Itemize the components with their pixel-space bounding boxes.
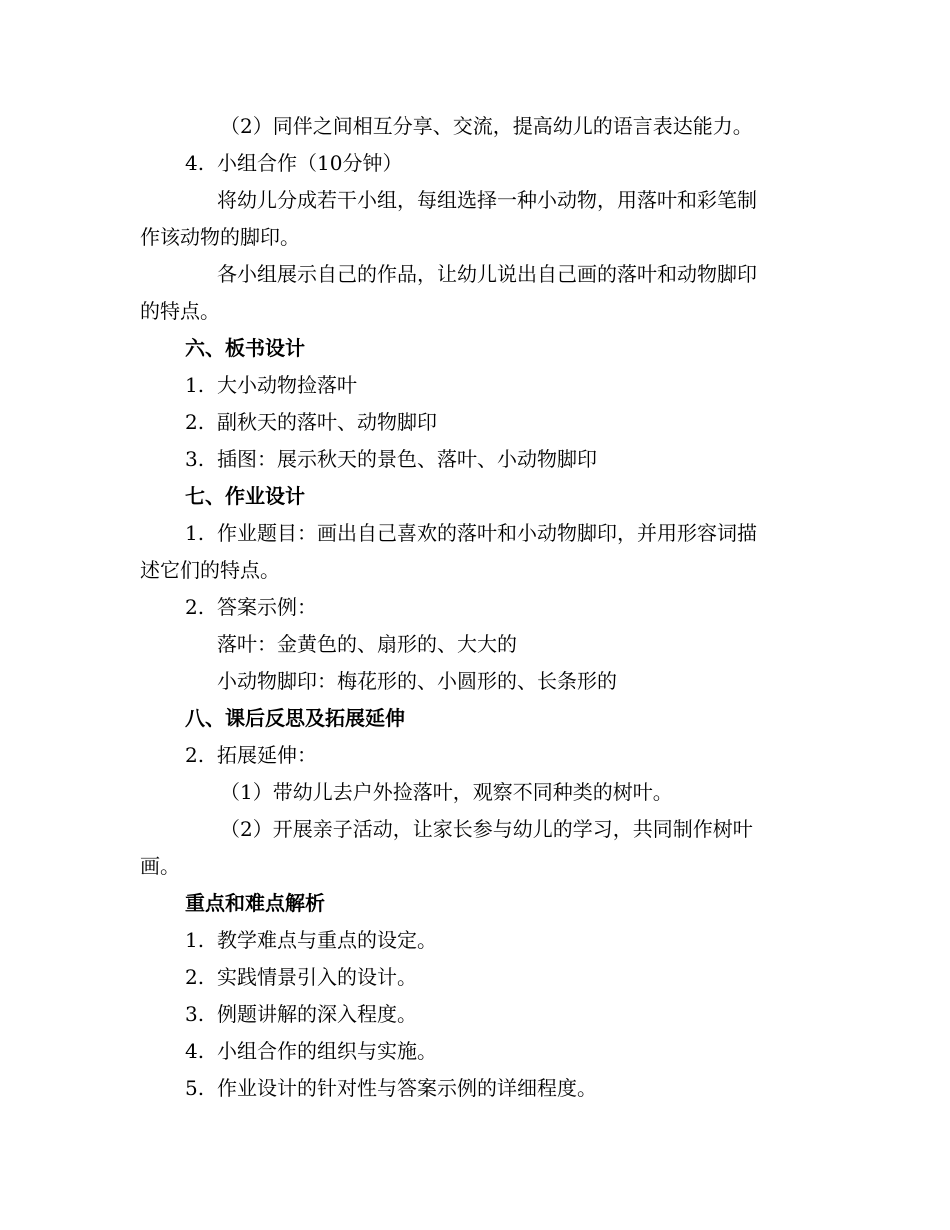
- item-number: 4.: [185, 151, 205, 175]
- item-text: 例题讲解的深入程度。: [217, 1002, 417, 1026]
- section-heading: 八、课后反思及拓展延伸: [185, 706, 405, 730]
- item-number: 2.: [185, 595, 205, 619]
- item-number: 1.: [185, 928, 205, 952]
- numbered-item: [185, 1039, 437, 1063]
- numbered-item: [185, 595, 317, 619]
- paragraph-line: 小动物脚印：梅花形的、小圆形的、长条形的: [217, 669, 617, 693]
- item-number: 1.: [185, 521, 205, 545]
- item-number: 5.: [185, 1076, 205, 1100]
- item-text: 教学难点与重点的设定。: [217, 928, 437, 952]
- section-heading: 六、板书设计: [185, 336, 305, 360]
- numbered-item: [185, 743, 317, 767]
- paragraph-line: 述它们的特点。: [140, 558, 280, 582]
- item-text: 作业设计的针对性与答案示例的详细程度。: [217, 1076, 597, 1100]
- numbered-item: [185, 1076, 597, 1100]
- item-text: 大小动物捡落叶: [217, 373, 357, 397]
- numbered-item: [185, 1002, 417, 1026]
- numbered-item: [185, 521, 757, 545]
- item-text: 插图：展示秋天的景色、落叶、小动物脚印: [217, 447, 597, 471]
- paragraph-line: 的特点。: [140, 299, 220, 323]
- numbered-item: [185, 151, 402, 175]
- numbered-item: [185, 928, 437, 952]
- item-text: 小组合作的组织与实施。: [217, 1039, 437, 1063]
- item-text: 小组合作（10分钟）: [217, 151, 403, 175]
- item-number: 3.: [185, 1002, 205, 1026]
- item-text: 答案示例：: [217, 595, 317, 619]
- paragraph-line: 作该动物的脚印。: [140, 225, 300, 249]
- numbered-item: [185, 410, 437, 434]
- item-text: 实践情景引入的设计。: [217, 965, 417, 989]
- item-number: 4.: [185, 1039, 205, 1063]
- paragraph-line: （1）带幼儿去户外捡落叶，观察不同种类的树叶。: [220, 780, 673, 804]
- paragraph-line: 将幼儿分成若干小组，每组选择一种小动物，用落叶和彩笔制: [217, 188, 757, 212]
- paragraph-line: 各小组展示自己的作品，让幼儿说出自己画的落叶和动物脚印: [217, 262, 757, 286]
- item-number: 2.: [185, 965, 205, 989]
- item-text: 作业题目：画出自己喜欢的落叶和小动物脚印，并用形容词描: [217, 521, 757, 545]
- item-number: 3.: [185, 447, 205, 471]
- numbered-item: [185, 965, 417, 989]
- numbered-item: [185, 373, 357, 397]
- paragraph-line: （2）同伴之间相互分享、交流，提高幼儿的语言表达能力。: [220, 114, 753, 138]
- paragraph-line: 落叶：金黄色的、扇形的、大大的: [217, 632, 517, 656]
- item-number: 2.: [185, 743, 205, 767]
- section-heading: 重点和难点解析: [185, 891, 325, 915]
- item-text: 副秋天的落叶、动物脚印: [217, 410, 437, 434]
- section-heading: 七、作业设计: [185, 484, 305, 508]
- numbered-item: [185, 447, 597, 471]
- item-number: 2.: [185, 410, 205, 434]
- item-text: 拓展延伸：: [217, 743, 317, 767]
- paragraph-line: （2）开展亲子活动，让家长参与幼儿的学习，共同制作树叶: [220, 817, 753, 841]
- paragraph-line: 画。: [140, 854, 180, 878]
- item-number: 1.: [185, 373, 205, 397]
